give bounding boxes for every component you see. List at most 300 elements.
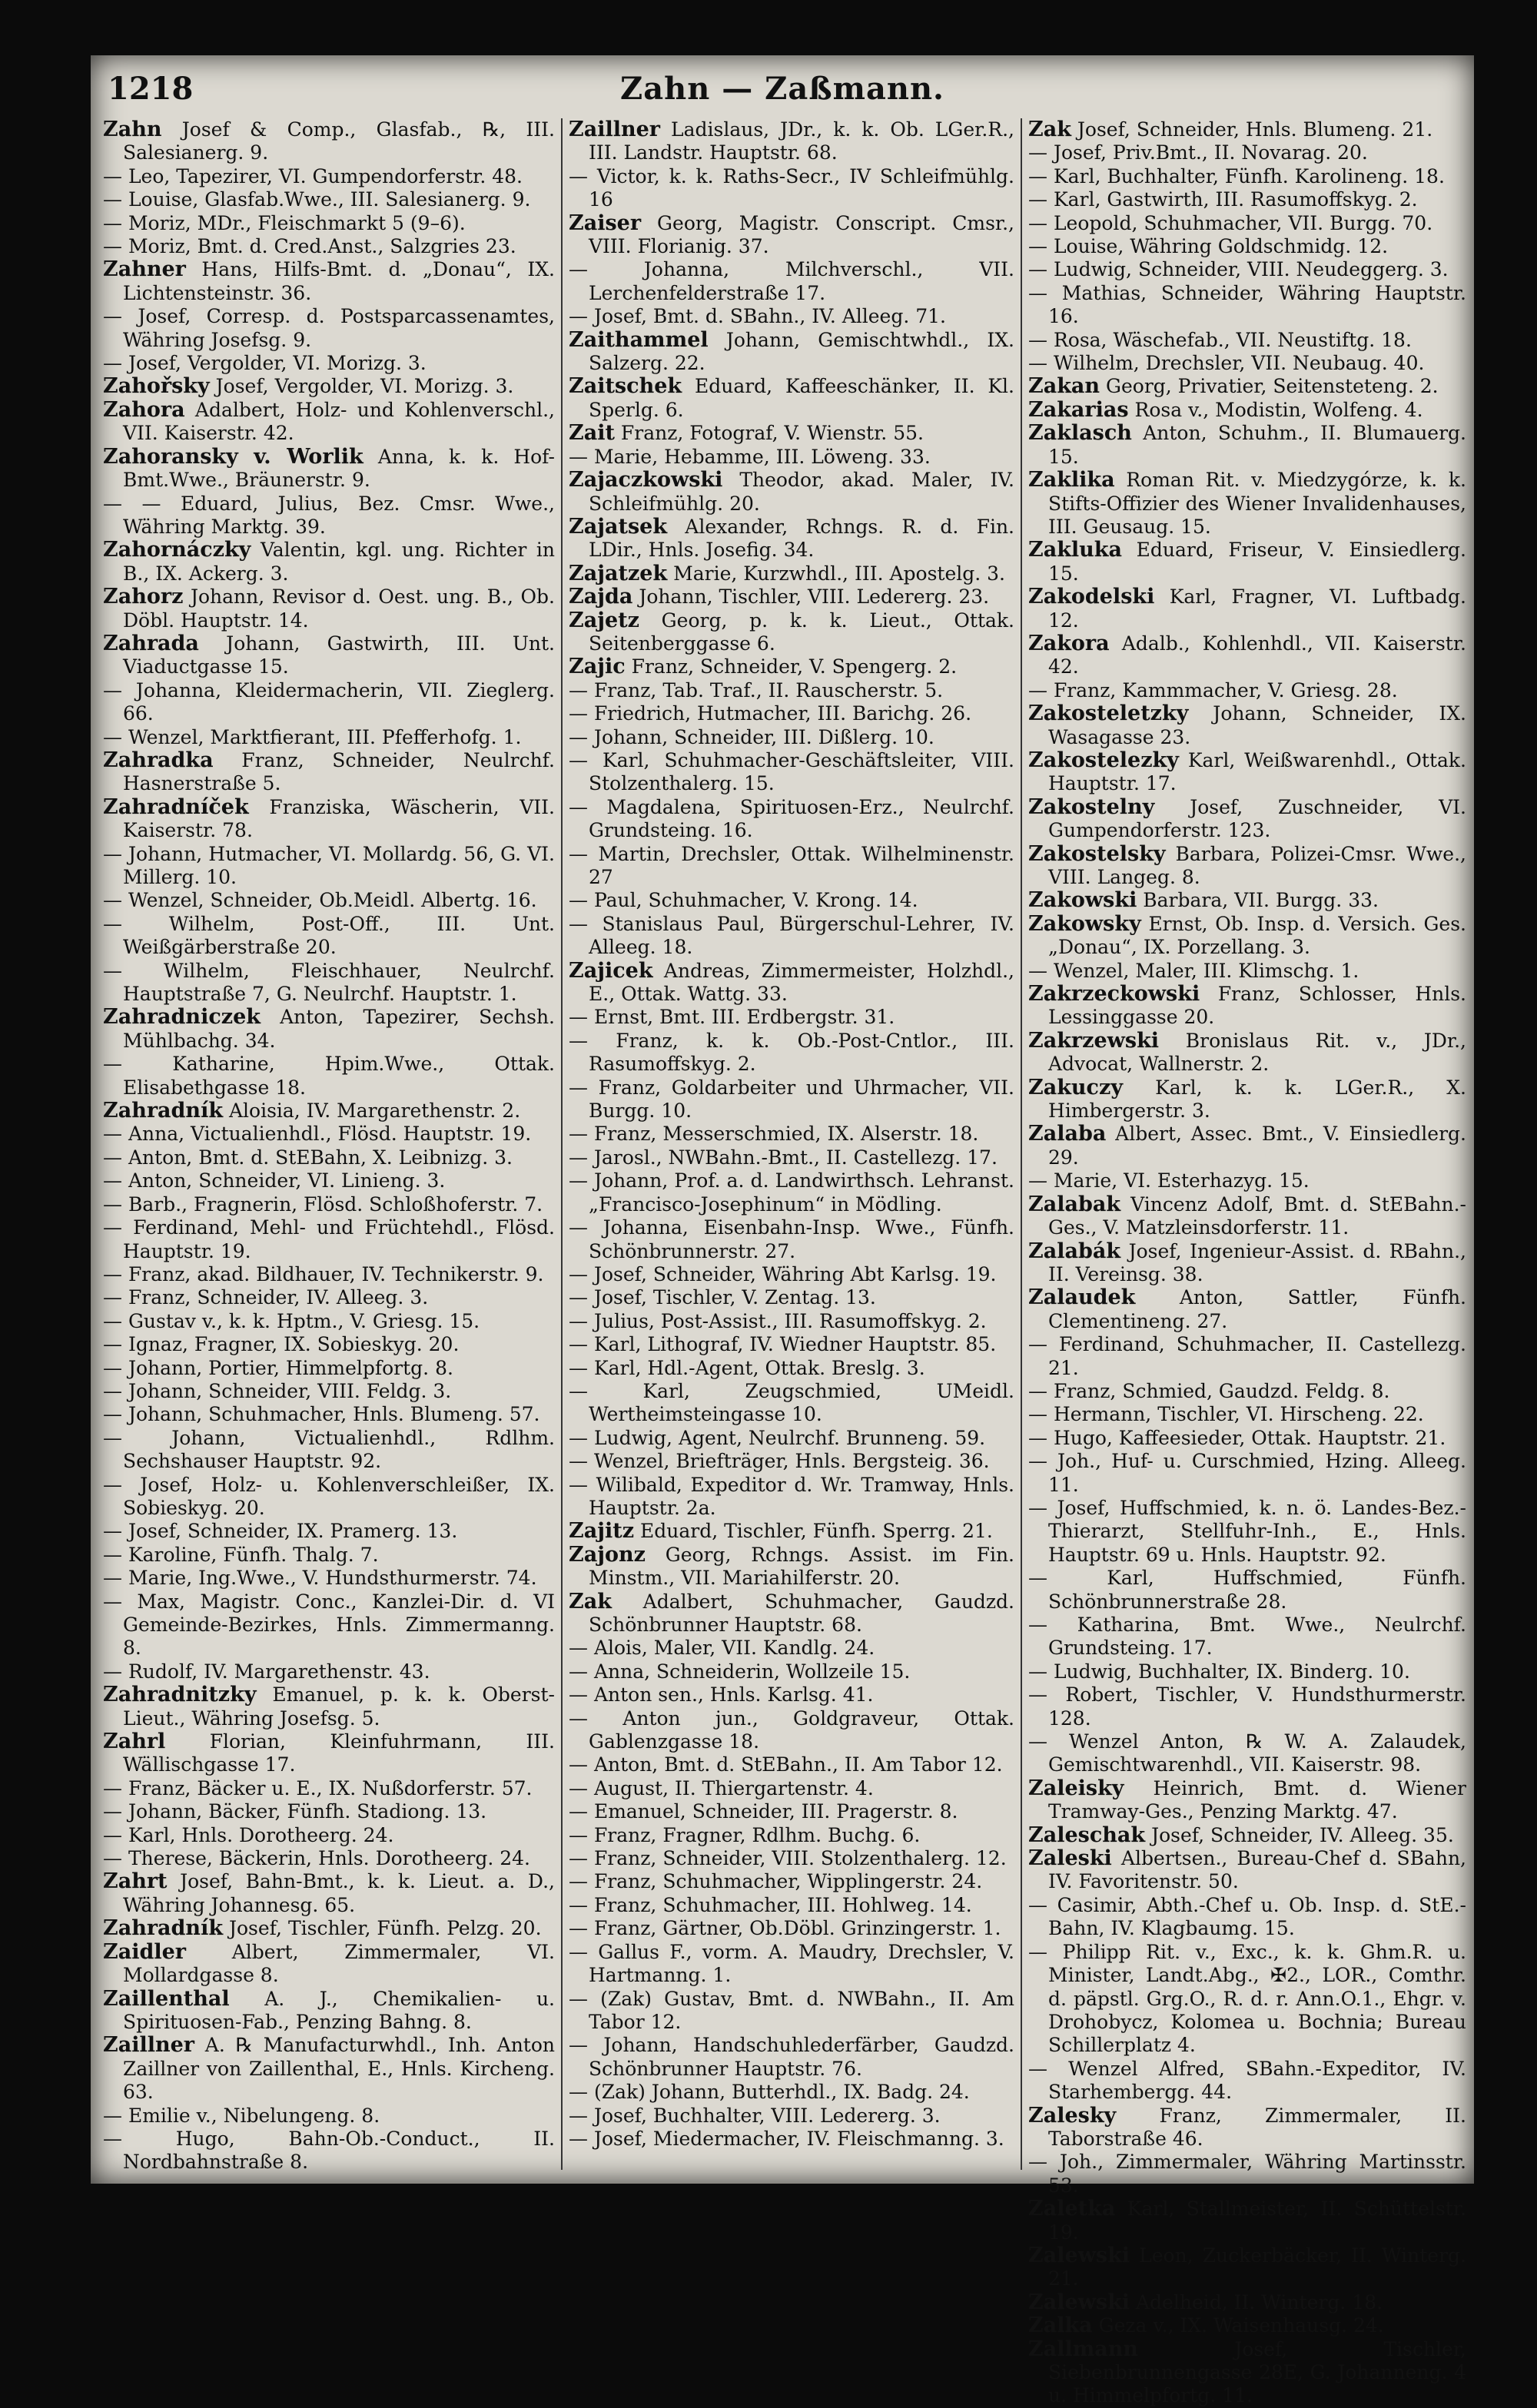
entry-text: — Josef, Corresp. d. Postsparcassenamtes, Währing Josefsg. 9. <box>103 305 555 351</box>
entry-text: — Gustav v., k. k. Hptm., V. Griesg. 15. <box>103 1309 480 1332</box>
entry-text: Anna, k. k. Hof-Bmt.Wwe., Bräunerstr. 9. <box>123 445 555 492</box>
running-head: Zahn — Zaßmann. <box>620 71 944 107</box>
entry-text: Karl, Weißwarenhdl., Ottak. Hauptstr. 17. <box>1048 748 1466 795</box>
directory-entry <box>569 1894 1014 1917</box>
entry-surname: Zahora <box>103 397 185 422</box>
directory-entry <box>103 960 555 1007</box>
directory-entry <box>569 1474 1014 1521</box>
entry-text: — Moriz, Bmt. d. Cred.Anst., Salzgries 23. <box>103 235 516 258</box>
entry-text: Theodor, akad. Maler, IV. Schleifmühlg. 20. <box>589 469 1014 515</box>
entry-text: Albert, Zimmermaler, VI. Mollardgasse 8. <box>123 1940 555 1987</box>
entry-surname: Zajicek <box>569 958 653 983</box>
directory-entry <box>569 749 1014 796</box>
entry-text: Josef, Ingenieur-Assist. d. RBahn., II. Vereinsg. 38. <box>1048 1239 1466 1285</box>
entry-text: Adalbert, Schuhmacher, Gaudzd. Schönbrunner Hauptstr. 68. <box>589 1590 1014 1636</box>
directory-entry <box>1028 2338 1466 2408</box>
entry-text: Josef, Tischler, Siebenbrunnengasse 28E, G. Johanneng. 4 u. Himmelpfortg. 11. <box>1048 2337 1466 2407</box>
directory-entry <box>1028 585 1466 632</box>
entry-surname: Zalaba <box>1028 1122 1107 1146</box>
directory-entry <box>103 1193 555 1216</box>
directory-entry <box>1028 679 1466 702</box>
entry-text: Franz, Zimmermaler, II. Taborstraße 46. <box>1048 2104 1466 2150</box>
directory-entry <box>103 212 555 235</box>
entry-text: — Karl, Schuhmacher-Geschäftsleiter, VIII. Stolzenthalerg. 15. <box>569 748 1014 795</box>
entry-surname: Zaiser <box>569 211 642 235</box>
entry-surname: Zakosteletzky <box>1028 702 1189 726</box>
entry-surname: Zalewski <box>1028 2243 1130 2267</box>
entry-text: — Josef, Vergolder, VI. Morizg. 3. <box>103 352 427 375</box>
directory-entry <box>1028 1333 1466 1380</box>
directory-entry <box>569 1941 1014 1988</box>
directory-entry <box>569 2081 1014 2104</box>
directory-entry <box>1028 1450 1466 1497</box>
entry-text: Adalb., Kohlenhdl., VII. Kaiserstr. 42. <box>1048 632 1467 678</box>
page-number: 1218 <box>108 71 194 107</box>
entry-text: — Josef, Huffschmied, k. n. ö. Landes-Bez.-Thierarzt, Stellfuhr-Inh., E., Hnls. Hauptstr. 69 u. Hnls. Hauptstr. 92. <box>1028 1496 1466 1566</box>
directory-entry <box>1028 1169 1466 1192</box>
directory-entry <box>1028 1497 1466 1567</box>
directory-entry <box>569 889 1014 912</box>
directory-entry <box>1028 282 1466 329</box>
entry-text: Johann, Schneider, IX. Wasagasse 23. <box>1048 702 1466 748</box>
entry-text: — Anton, Bmt. d. StEBahn., II. Am Tabor 12. <box>569 1753 1003 1776</box>
entry-text: Johann, Tischler, VIII. Ledererg. 23. <box>639 585 990 609</box>
entry-surname: Zaletka <box>1028 2197 1116 2221</box>
entry-text: — Robert, Tischler, V. Hundsthurmerstr. 128. <box>1028 1683 1466 1730</box>
entry-text: — Casimir, Abth.-Chef u. Ob. Insp. d. StE.-Bahn, IV. Klagbaumg. 15. <box>1028 1893 1466 1940</box>
directory-entry <box>103 1988 555 2035</box>
entry-surname: Zajic <box>569 655 626 679</box>
entry-text: Adalbert, Holz- und Kohlenverschl., VII. Kaiserstr. 42. <box>123 398 555 445</box>
entry-surname: Zahrt <box>103 1869 168 1894</box>
entry-text: Ernst, Ob. Insp. d. Versich. Ges. „Donau“, IX. Porzellang. 3. <box>1048 912 1466 959</box>
directory-entry <box>103 1474 555 1521</box>
directory-entry <box>103 679 555 726</box>
entry-text: Franziska, Wäscherin, VII. Kaiserstr. 78. <box>123 795 555 842</box>
directory-entry <box>569 1286 1014 1309</box>
entry-text: — Josef, Holz- u. Kohlenverschleißer, IX. Sobieskyg. 20. <box>103 1473 555 1519</box>
directory-entry <box>569 1824 1014 1847</box>
entry-text: — Victor, k. k. Raths-Secr., IV Schleifmühlg. 16 <box>569 164 1014 211</box>
entry-text: — Karl, Hdl.-Agent, Ottak. Breslg. 3. <box>569 1356 925 1379</box>
directory-entry <box>1028 258 1466 281</box>
entry-text: — Josef, Tischler, V. Zentag. 13. <box>569 1286 876 1309</box>
directory-entry <box>1028 632 1466 679</box>
entry-text: Josef, Vergolder, VI. Morizg. 3. <box>215 375 514 398</box>
entry-surname: Zahner <box>103 257 186 282</box>
directory-entry <box>1028 469 1466 539</box>
directory-entry <box>103 539 555 585</box>
entry-text: Alexander, Rchngs. R. d. Fin. LDir., Hnls. Josefig. 34. <box>589 515 1014 562</box>
directory-entry <box>1028 539 1466 585</box>
entry-text: — Katharine, Hpim.Wwe., Ottak. Elisabethgasse 18. <box>103 1053 555 1099</box>
directory-entry <box>569 1777 1014 1800</box>
directory-entry <box>103 726 555 749</box>
directory-entry <box>569 1683 1014 1706</box>
entry-text: — Franz, akad. Bildhauer, IV. Technikerstr. 9. <box>103 1262 544 1285</box>
entry-text: Barbara, VII. Burgg. 33. <box>1143 889 1379 912</box>
directory-entry <box>103 1333 555 1356</box>
directory-entry <box>1028 165 1466 188</box>
directory-entry <box>569 1917 1014 1940</box>
entry-text: — Emilie v., Nibelungeng. 8. <box>103 2104 380 2127</box>
entry-text: Georg, Rchngs. Assist. im Fin. Minstm., VII. Mariahilferstr. 20. <box>589 1543 1014 1590</box>
directory-entry <box>103 1310 555 1333</box>
entry-surname: Zakostelezky <box>1028 748 1179 772</box>
entry-text: — Wilhelm, Fleischhauer, Neulrchf. Hauptstraße 7, G. Neulrchf. Hauptstr. 1. <box>103 959 555 1006</box>
directory-entry <box>569 2105 1014 2128</box>
entry-text: — Johann, Schuhmacher, Hnls. Blumeng. 57. <box>103 1403 540 1426</box>
entry-text: Franz, Schlosser, Hnls. Lessinggasse 20. <box>1048 983 1467 1029</box>
directory-entry <box>569 118 1014 165</box>
directory-entry <box>1028 1286 1466 1333</box>
directory-entry <box>1028 329 1466 352</box>
entry-text: — Franz, Gärtner, Ob.Döbl. Grinzingerstr. 1. <box>569 1917 1001 1940</box>
directory-entry <box>569 446 1014 469</box>
entry-text: — Alois, Maler, VII. Kandlg. 24. <box>569 1637 875 1660</box>
entry-text: — Marie, VI. Esterhazyg. 15. <box>1028 1169 1310 1192</box>
directory-entry <box>1028 2058 1466 2105</box>
entry-surname: Zakodelski <box>1028 585 1155 609</box>
entry-surname: Zakostelny <box>1028 794 1155 819</box>
entry-surname: Zalaudek <box>1028 1285 1136 1310</box>
directory-entry <box>103 1567 555 1590</box>
entry-text: — Franz, Tab. Traf., II. Rauscherstr. 5. <box>569 678 944 702</box>
entry-text: — Hugo, Bahn-Ob.-Conduct., II. Nordbahnstraße 8. <box>103 2127 555 2174</box>
entry-text: Georg, Privatier, Seitensteteng. 2. <box>1106 375 1439 398</box>
entry-surname: Zahorz <box>103 585 184 609</box>
directory-entry <box>103 258 555 305</box>
entry-text: — Marie, Ing.Wwe., V. Hundsthurmerstr. 74. <box>103 1567 537 1590</box>
entry-text: — Katharina, Bmt. Wwe., Neulrchf. Grundsteing. 17. <box>1028 1614 1466 1660</box>
directory-entry <box>1028 1567 1466 1614</box>
column-3 <box>1021 118 1467 2407</box>
directory-entry <box>569 1146 1014 1169</box>
entry-text: Johann, Revisor d. Oest. ung. B., Ob. Döbl. Hauptstr. 14. <box>123 585 556 632</box>
entry-surname: Zahradniczek <box>103 1005 261 1030</box>
directory-entry <box>103 1100 555 1123</box>
entry-text: — Anton sen., Hnls. Karlsg. 41. <box>569 1683 874 1706</box>
directory-entry <box>569 796 1014 843</box>
entry-surname: Zahradka <box>103 748 214 772</box>
directory-entry <box>103 1286 555 1309</box>
entry-surname: Zalesky <box>1028 2103 1117 2128</box>
entry-text: — Wenzel, Maler, III. Klimschg. 1. <box>1028 959 1359 982</box>
entry-text: — Wenzel, Briefträger, Hnls. Bergsteig. 36. <box>569 1450 990 1473</box>
directory-entry <box>569 1006 1014 1029</box>
directory-entry <box>1028 1683 1466 1730</box>
directory-entry <box>1028 1894 1466 1941</box>
entry-text: Anton, Tapezirer, Sechsh. Mühlbachg. 34. <box>123 1006 555 1052</box>
directory-entry <box>103 1169 555 1192</box>
entry-surname: Zaklika <box>1028 468 1115 493</box>
entry-text: — (Zak) Gustav, Bmt. d. NWBahn., II. Am Tabor 12. <box>569 1987 1014 2033</box>
entry-surname: Zaitschek <box>569 374 682 399</box>
entry-text: — Ferdinand, Mehl- und Früchtehdl., Flösd. Hauptstr. 19. <box>103 1216 555 1262</box>
entry-surname: Zahrl <box>103 1730 166 1754</box>
directory-entry <box>569 1988 1014 2035</box>
entry-surname: Zahradník <box>103 1916 224 1941</box>
entry-text: Josef, Schneider, Hnls. Blumeng. 21. <box>1077 118 1433 141</box>
entry-text: — Josef, Priv.Bmt., II. Novarag. 20. <box>1028 141 1368 164</box>
entry-text: — Hugo, Kaffeesieder, Ottak. Hauptstr. 21. <box>1028 1426 1446 1449</box>
entry-text: — Anton, Bmt. d. StEBahn, X. Leibnizg. 3. <box>103 1146 513 1169</box>
entry-text: — Franz, Schuhmacher, III. Hohlweg. 14. <box>569 1893 972 1916</box>
entry-text: Hans, Hilfs-Bmt. d. „Donau“, IX. Lichtensteinstr. 36. <box>123 258 556 304</box>
entry-text: — Johanna, Kleidermacherin, VII. Zieglerg. 66. <box>103 678 555 725</box>
directory-entry <box>103 118 555 165</box>
entry-text: — Joh., Zimmermaler, Währing Martinsstr. 53. <box>1028 2151 1466 2197</box>
directory-entry <box>569 1263 1014 1286</box>
entry-surname: Zahrada <box>103 631 199 655</box>
directory-entry <box>103 399 555 446</box>
entry-text: — Leopold, Schuhmacher, VII. Burgg. 70. <box>1028 211 1433 234</box>
directory-entry <box>569 1520 1014 1543</box>
entry-text: — Ferdinand, Schuhmacher, II. Castellezg. 21. <box>1028 1333 1466 1379</box>
entry-text: — Anna, Victualienhdl., Flösd. Hauptstr. 19. <box>103 1123 532 1146</box>
entry-text: Andreas, Zimmermeister, Holzhdl., E., Ottak. Wattg. 33. <box>589 959 1014 1006</box>
entry-text: — Karl, Huffschmied, Fünfh. Schönbrunnerstraße 28. <box>1028 1567 1466 1613</box>
entry-text: Georg, Magistr. Conscript. Cmsr., VIII. Florianig. 37. <box>589 211 1014 258</box>
entry-text: — Joh., Huf- u. Curschmied, Hzing. Alleeg. 11. <box>1028 1450 1466 1496</box>
entry-surname: Zaleschak <box>1028 1823 1146 1847</box>
directory-entry <box>103 1824 555 1847</box>
entry-surname: Zaidler <box>103 1939 186 1964</box>
directory-entry <box>569 1030 1014 1076</box>
directory-entry <box>569 165 1014 212</box>
entry-text: — Wenzel Alfred, SBahn.-Expeditor, IV. Starhembergg. 44. <box>1028 2057 1466 2104</box>
entry-text: Anton, Schuhm., II. Blumauerg. 15. <box>1048 422 1466 468</box>
entry-surname: Zajaczkowski <box>569 468 723 493</box>
directory-entry <box>1028 2197 1466 2244</box>
directory-entry <box>103 796 555 843</box>
entry-surname: Zahradnitzky <box>103 1683 257 1707</box>
entry-surname: Zakrzeckowski <box>1028 982 1200 1007</box>
directory-entry <box>103 1870 555 1917</box>
entry-text: — Franz, Kammmacher, V. Griesg. 28. <box>1028 678 1398 702</box>
entry-text: — Karl, Buchhalter, Fünfh. Karolineng. 18. <box>1028 164 1445 187</box>
entry-text: — Hermann, Tischler, VI. Hirscheng. 22. <box>1028 1403 1424 1426</box>
entry-text: Franz, Fotograf, V. Wienstr. 55. <box>620 422 924 445</box>
entry-surname: Zajitz <box>569 1519 635 1544</box>
entry-text: A. ℞ Manufacturwhdl., Inh. Anton Zaillner von Zaillenthal, E., Hnls. Kircheng. 63. <box>123 2034 555 2104</box>
entry-text: — Max, Magistr. Conc., Kanzlei-Dir. d. VI Gemeinde-Bezirkes, Hnls. Zimmermanng. 8. <box>103 1590 555 1660</box>
directory-entry <box>569 1169 1014 1216</box>
entry-text: Marie, Kurzwhdl., III. Apostelg. 3. <box>673 562 1005 585</box>
entry-surname: Zakowsky <box>1028 911 1141 936</box>
entry-text: — Franz, Schuhmacher, Wipplingerstr. 24. <box>569 1870 983 1893</box>
directory-entry <box>569 655 1014 678</box>
directory-entry <box>103 2034 555 2104</box>
entry-surname: Zahn <box>103 118 162 141</box>
directory-entry <box>1028 1730 1466 1777</box>
directory-entry <box>1028 141 1466 164</box>
page-header <box>91 71 1474 117</box>
directory-entry <box>1028 352 1466 375</box>
directory-entry <box>1028 983 1466 1030</box>
directory-entry <box>1028 960 1466 983</box>
directory-entry <box>1028 118 1466 141</box>
directory-entry <box>1028 422 1466 469</box>
entry-text: — Karl, Zeugschmied, UMeidl. Wertheimsteingasse 10. <box>569 1379 1014 1426</box>
entry-text: — (Zak) Johann, Butterhdl., IX. Badg. 24. <box>569 2081 970 2104</box>
entry-text: — Anton, Schneider, VI. Linieng. 3. <box>103 1169 446 1192</box>
entry-text: — Ignaz, Fragner, IX. Sobieskyg. 20. <box>103 1333 460 1356</box>
directory-entry <box>1028 1660 1466 1683</box>
entry-surname: Zahradník <box>103 1099 224 1123</box>
entry-text: Johann, Gemischtwhdl., IX. Salzerg. 22. <box>589 328 1014 375</box>
entry-text: — Josef, Buchhalter, VIII. Ledererg. 3. <box>569 2104 941 2127</box>
directory-entry <box>569 375 1014 422</box>
directory-entry <box>569 1870 1014 1893</box>
directory-entry <box>569 1380 1014 1427</box>
directory-entry <box>103 493 555 539</box>
entry-text: — Leo, Tapezirer, VI. Gumpendorferstr. 48. <box>103 164 523 187</box>
directory-entry <box>569 1753 1014 1776</box>
entry-surname: Zajatsek <box>569 514 668 539</box>
directory-entry <box>103 446 555 493</box>
directory-entry <box>569 2128 1014 2151</box>
directory-entry <box>569 1847 1014 1870</box>
directory-entry <box>569 702 1014 725</box>
entry-text: — Josef, Bmt. d. SBahn., IV. Alleeg. 71. <box>569 305 947 328</box>
entry-text: — Johann, Schneider, VIII. Feldg. 3. <box>103 1379 452 1402</box>
entry-surname: Zajda <box>569 585 633 609</box>
directory-entry <box>103 749 555 796</box>
directory-entry <box>103 1847 555 1870</box>
entry-text: Franz, Schneider, Neulrchf. Hasnerstraße 5. <box>123 748 555 795</box>
directory-entry <box>1028 1123 1466 1169</box>
entry-text: — Jarosl., NWBahn.-Bmt., II. Castellezg. 17. <box>569 1146 998 1169</box>
entry-surname: Zakrzewski <box>1028 1028 1160 1053</box>
directory-entry <box>103 1800 555 1823</box>
entry-text: Anton, Sattler, Fünfh. Clementineng. 27. <box>1048 1286 1467 1332</box>
directory-entry <box>103 165 555 188</box>
entry-text: Josef, Schneider, IV. Alleeg. 35. <box>1151 1823 1454 1846</box>
entry-text: — Wenzel, Marktfierant, III. Pfefferhofg. 1. <box>103 725 522 748</box>
directory-entry <box>569 1590 1014 1637</box>
entry-text: — Josef, Miedermacher, IV. Fleischmanng. 3. <box>569 2127 1004 2150</box>
directory-entry <box>569 1216 1014 1263</box>
entry-surname: Zakostelsky <box>1028 841 1166 866</box>
directory-entry <box>1028 1824 1466 1847</box>
entry-text: — Stanislaus Paul, Bürgerschul-Lehrer, IV. Alleeg. 18. <box>569 912 1014 959</box>
entry-text: Albertsen., Bureau-Chef d. SBahn, IV. Favoritenstr. 50. <box>1048 1847 1466 1893</box>
entry-text: — Rosa, Wäschefab., VII. Neustiftg. 18. <box>1028 328 1412 351</box>
entry-text: — — Eduard, Julius, Bez. Cmsr. Wwe., Währing Marktg. 39. <box>103 492 555 538</box>
directory-entry <box>103 1520 555 1543</box>
entry-surname: Zakan <box>1028 374 1100 399</box>
entry-text: — Wenzel Anton, ℞ W. A. Zalaudek, Gemischtwarenhdl., VII. Kaiserstr. 98. <box>1028 1730 1466 1776</box>
entry-surname: Zak <box>1028 118 1071 141</box>
directory-entry <box>103 1053 555 1100</box>
entry-text: Franz, Schneider, V. Spengerg. 2. <box>631 655 958 678</box>
entry-text: — Johann, Prof. a. d. Landwirthsch. Lehranst. „Francisco-Josephinum“ in Mödling. <box>569 1169 1014 1216</box>
entry-surname: Zajatzek <box>569 561 668 585</box>
directory-entry <box>1028 212 1466 235</box>
directory-entry <box>569 1310 1014 1333</box>
entry-text: — Martin, Drechsler, Ottak. Wilhelminenstr. 27 <box>569 842 1014 888</box>
directory-entry <box>569 1357 1014 1380</box>
entry-text: — Ludwig, Agent, Neulrchf. Brunneng. 59. <box>569 1426 986 1449</box>
entry-text: Josef, Zuschneider, VI. Gumpendorferstr. 123. <box>1048 795 1466 842</box>
directory-entry <box>569 516 1014 562</box>
directory-entry <box>103 1917 555 1940</box>
entry-text: Josef, Bahn-Bmt., k. k. Lieut. a. D., Währing Johannesg. 65. <box>123 1870 555 1916</box>
entry-surname: Zaillenthal <box>103 1986 230 2011</box>
entry-text: — Friedrich, Hutmacher, III. Barichg. 26. <box>569 702 972 725</box>
directory-entry <box>1028 375 1466 398</box>
directory-entry <box>103 305 555 352</box>
entry-text: — Franz, k. k. Ob.-Post-Cntlor., III. Rasumoffskyg. 2. <box>569 1029 1014 1076</box>
directory-entry <box>1028 913 1466 960</box>
entry-text: — Johanna, Eisenbahn-Insp. Wwe., Fünfh. Schönbrunnerstr. 27. <box>569 1216 1014 1262</box>
entry-text: — Anton jun., Goldgraveur, Ottak. Gablenzgasse 18. <box>569 1706 1014 1753</box>
directory-entry <box>1028 749 1466 796</box>
directory-entry <box>569 1660 1014 1683</box>
entry-text: Bronislaus Rit. v., JDr., Advocat, Wallnerstr. 2. <box>1048 1029 1467 1076</box>
entry-surname: Zahoransky v. Worlik <box>103 444 364 469</box>
directory-entry <box>103 1660 555 1683</box>
directory-entry <box>1028 1193 1466 1240</box>
directory-entry <box>103 235 555 258</box>
entry-text: Josef, Tischler, Fünfh. Pelzg. 20. <box>228 1917 542 1940</box>
entry-surname: Zakarias <box>1028 397 1129 422</box>
entry-text: — Ludwig, Schneider, VIII. Neudeggerg. 3. <box>1028 258 1449 281</box>
entry-surname: Zahořsky <box>103 374 210 399</box>
directory-entry <box>103 1263 555 1286</box>
directory-entry <box>1028 235 1466 258</box>
entry-text: — Franz, Schneider, IV. Alleeg. 3. <box>103 1286 429 1309</box>
directory-entry <box>103 188 555 211</box>
directory-entry <box>103 2128 555 2174</box>
directory-entry <box>103 1146 555 1169</box>
directory-entry <box>103 1941 555 1988</box>
entry-text: — Ludwig, Buchhalter, IX. Binderg. 10. <box>1028 1660 1410 1683</box>
entry-surname: Zait <box>569 421 615 446</box>
entry-text: — Wilhelm, Post-Off., III. Unt. Weißgärberstraße 20. <box>103 912 555 959</box>
entry-surname: Zahornáczky <box>103 538 251 562</box>
entry-text: — Johann, Schneider, III. Dißlerg. 10. <box>569 725 934 748</box>
entry-text: — Emanuel, Schneider, III. Pragerstr. 8. <box>569 1800 958 1823</box>
entry-text: — Karl, Hnls. Dorotheerg. 24. <box>103 1823 394 1846</box>
entry-text: — Johanna, Milchverschl., VII. Lerchenfelderstraße 17. <box>569 258 1014 304</box>
entry-surname: Zalka <box>1028 2313 1093 2338</box>
directory-entry <box>1028 188 1466 211</box>
entry-text: — Gallus F., vorm. A. Maudry, Drechsler, V. Hartmanng. 1. <box>569 1940 1014 1987</box>
entry-text: — Franz, Fragner, Rdlhm. Buchg. 6. <box>569 1823 921 1846</box>
directory-page <box>91 55 1474 2407</box>
entry-text: Rosa v., Modistin, Wolfeng. 4. <box>1134 398 1423 421</box>
directory-entry <box>103 889 555 912</box>
entry-surname: Zaithammel <box>569 327 709 352</box>
entry-text: Emanuel, p. k. k. Oberst-Lieut., Währing Josefsg. 5. <box>123 1683 555 1730</box>
directory-entry <box>1028 1777 1466 1824</box>
entry-surname: Zajonz <box>569 1542 646 1567</box>
entry-text: Georg, p. k. k. Lieut., Ottak. Seitenberggasse 6. <box>589 609 1014 655</box>
directory-entry <box>1028 889 1466 912</box>
directory-entry <box>569 609 1014 656</box>
entry-text: — Johann, Handschuhlederfärber, Gaudzd. Schönbrunner Hauptstr. 76. <box>569 2034 1014 2080</box>
directory-entry <box>1028 2291 1466 2314</box>
entry-text: — Karoline, Fünfh. Thalg. 7. <box>103 1543 379 1566</box>
directory-entry <box>1028 1427 1466 1450</box>
entry-text: — Moriz, MDr., Fleischmarkt 5 (9–6). <box>103 211 466 234</box>
directory-entry <box>569 960 1014 1007</box>
directory-entry <box>569 1123 1014 1146</box>
entry-surname: Zaleisky <box>1028 1776 1124 1800</box>
directory-entry <box>103 2105 555 2128</box>
